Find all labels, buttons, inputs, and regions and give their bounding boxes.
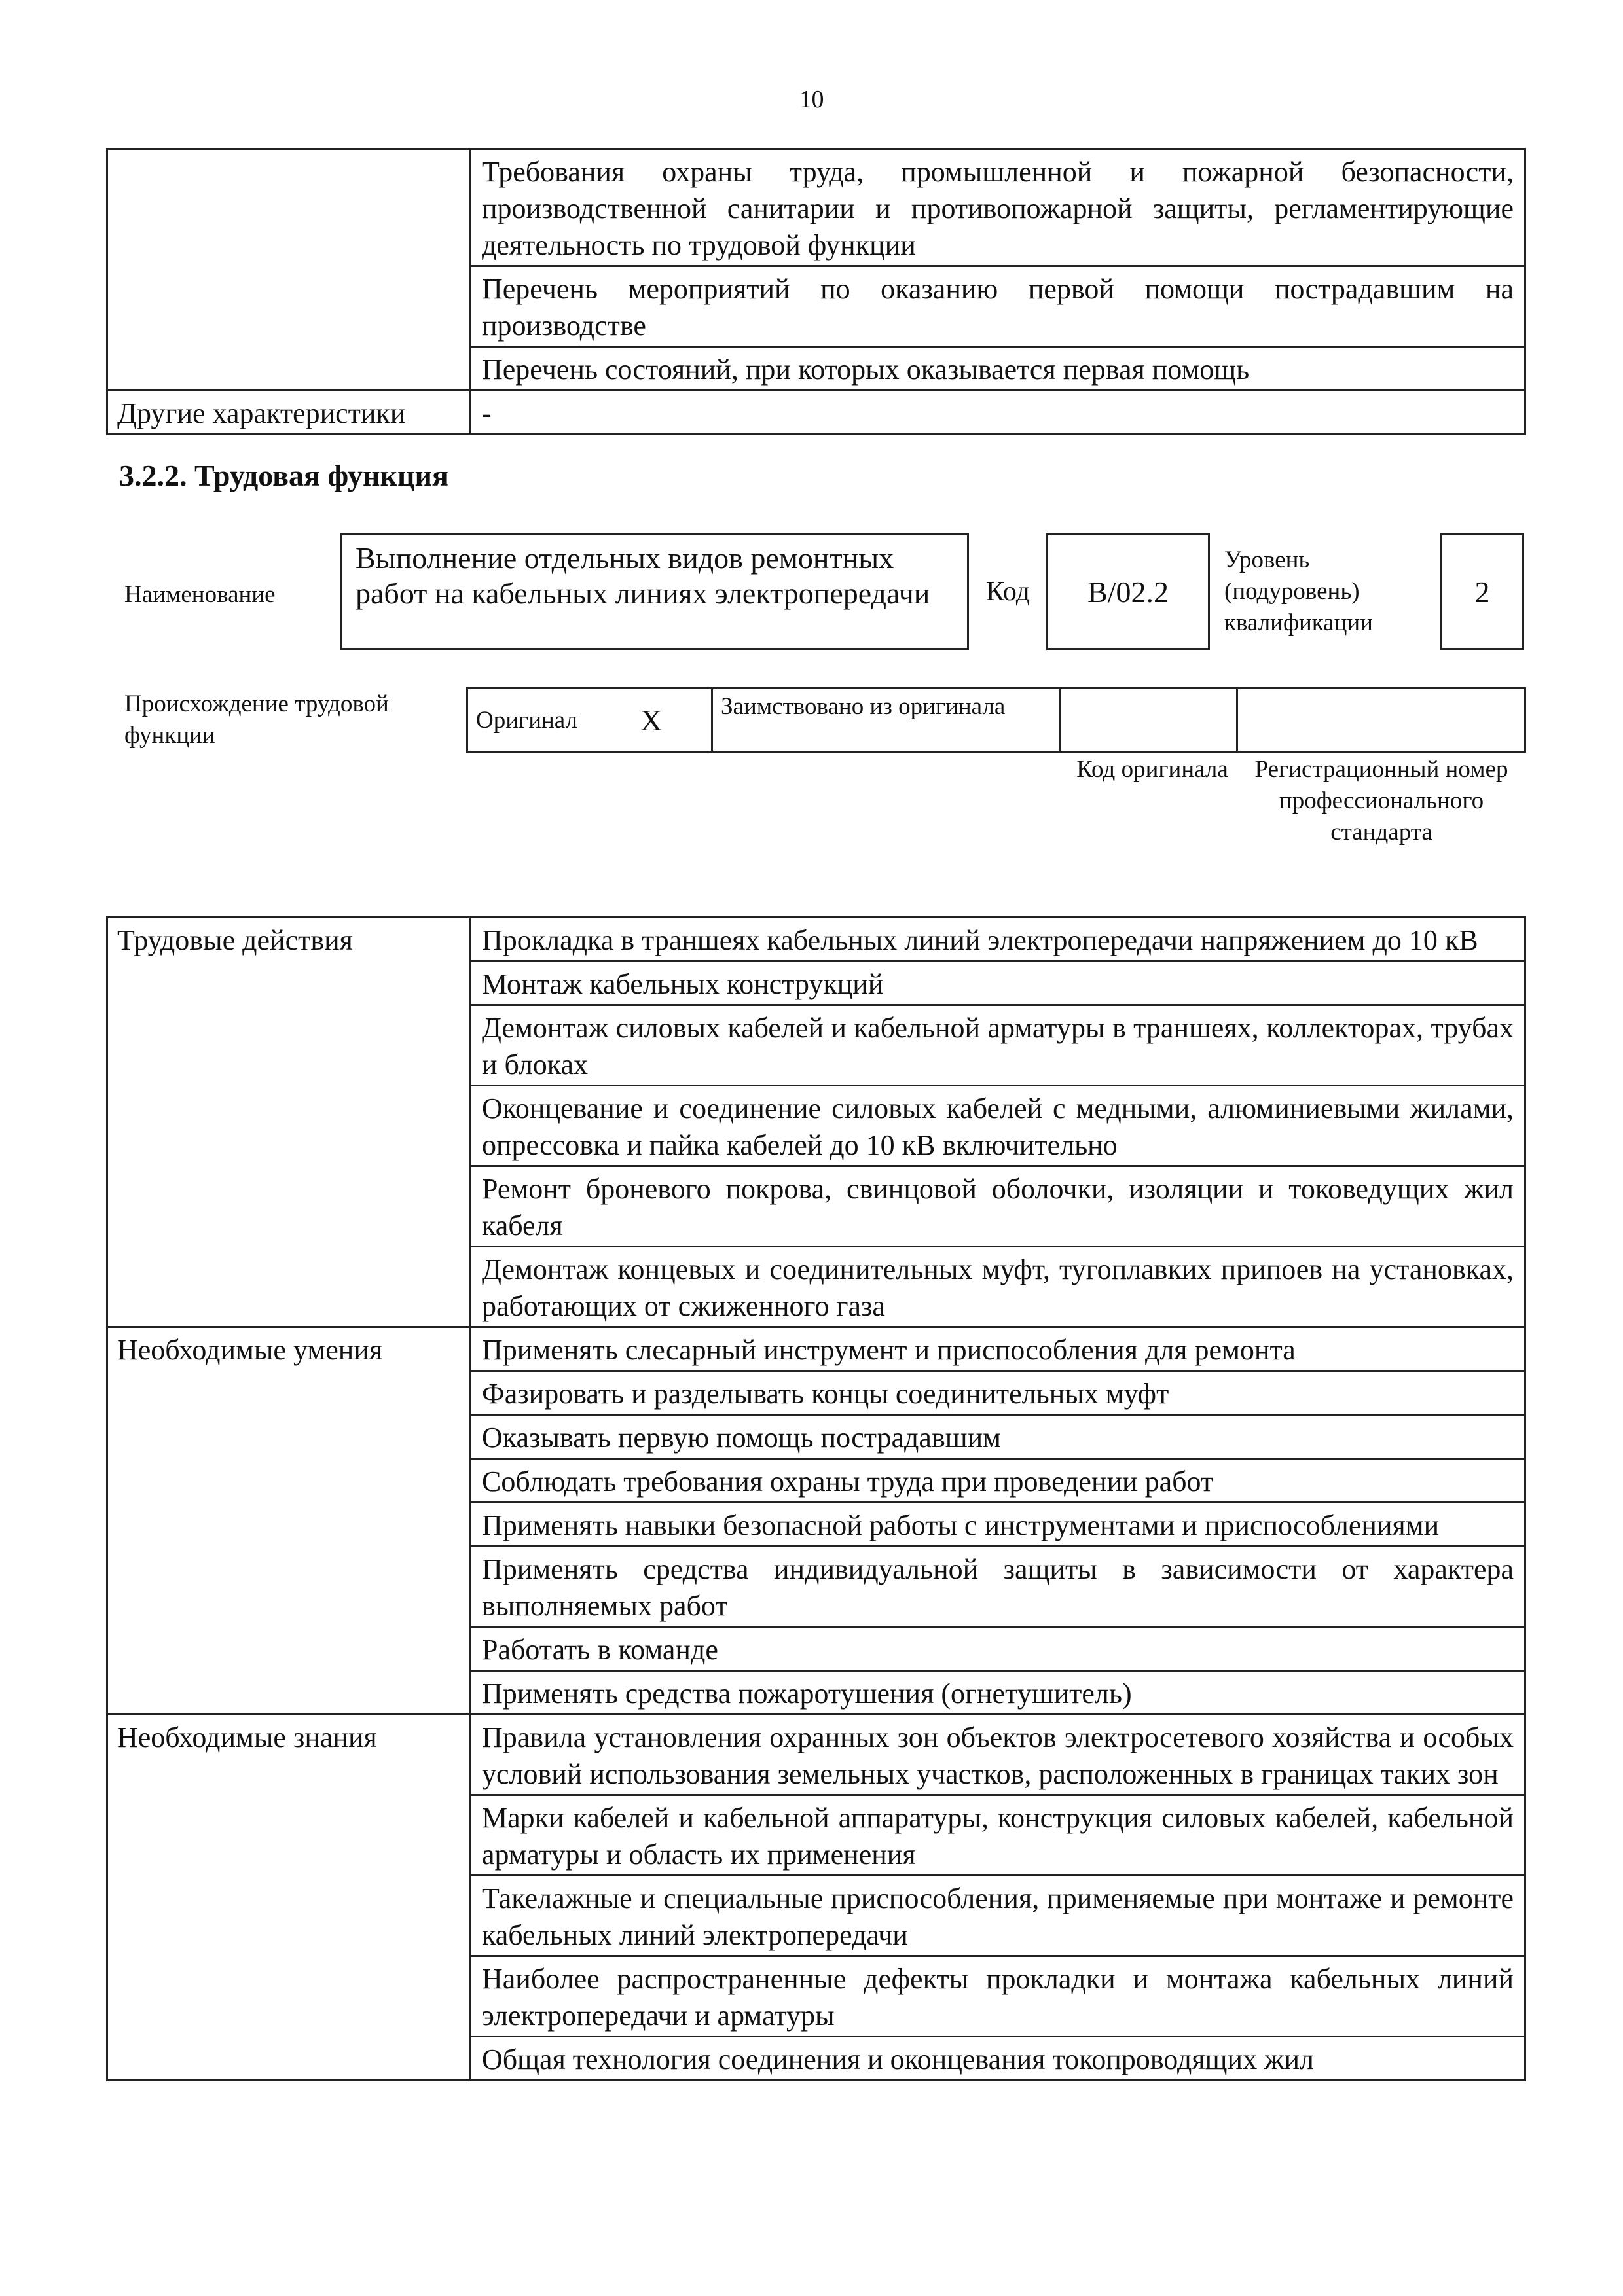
skills-group [107,1327,1525,1715]
labor-action-item: Прокладка в траншеях кабельных линий электропередачи напряжением до 10 кВ [471,918,1525,961]
original-mark: X [592,689,712,752]
table-row [107,1715,1525,1795]
skill-item: Применять средства индивидуальной защиты в зависимости от характера выполняемых работ [471,1547,1525,1627]
labor-action-item: Демонтаж концевых и соединительных муфт, тугоплавких припоев на установках, работающих от сжиженного газа [471,1247,1525,1327]
code-label: Код [986,577,1030,607]
level-box [1440,533,1524,650]
page-number: 10 [799,86,824,113]
table-row [107,391,1525,435]
labor-action-item: Ремонт броневого покрова, свинцовой оболочки, изоляции и токоведущих жил кабеля [471,1166,1525,1247]
table-row [107,918,1525,961]
empty-label-cell [107,149,471,391]
knowledge-label: Необходимые знания [107,1715,471,2081]
function-details-table [106,916,1526,2081]
table-row [467,689,1525,752]
skill-item: Применять навыки безопасной работы с инструментами и приспособлениями [471,1503,1525,1547]
skills-label: Необходимые умения [107,1327,471,1715]
skill-item: Оказывать первую помощь пострадавшим [471,1415,1525,1459]
original-code-cell [1061,689,1237,752]
skill-item: Применять слесарный инструмент и приспособления для ремонта [471,1327,1525,1371]
knowledge-item: Такелажные и специальные приспособления, применяемые при монтаже и ремонте кабельных линий электропередачи [471,1876,1525,1956]
borrowed-label: Заимствовано из оригинала [712,689,1061,752]
requirement-text: Перечень мероприятий по оказанию первой помощи пострадавшим на производстве [471,266,1525,347]
level-value: 2 [1474,575,1490,609]
knowledge-item: Правила установления охранных зон объектов электросетевого хозяйства и особых условий использования земельных участков, расположенных в границах таких зон [471,1715,1525,1795]
requirement-text: Требования охраны труда, промышленной и пожарной безопасности, производственной санитарии и противопожарной защиты, регламентирующие деятельность по трудовой функции [471,149,1525,266]
origin-label: Происхождение трудовой функции [124,691,389,749]
name-label: Наименование [124,581,276,608]
requirement-text: Перечень состояний, при которых оказывается первая помощь [471,347,1525,391]
knowledge-item: Марки кабелей и кабельной аппаратуры, конструкция силовых кабелей, кабельной арматуры и область их применения [471,1795,1525,1876]
labor-actions-group [107,918,1525,1327]
code-box [1046,533,1210,650]
labor-action-item: Оконцевание и соединение силовых кабелей с медными, алюминиевыми жилами, опрессовка и пайка кабелей до 10 кВ включительно [471,1086,1525,1166]
original-label: Оригинал [467,689,592,752]
labor-action-item: Демонтаж силовых кабелей и кабельной арматуры в траншеях, коллекторах, трубах и блоках [471,1005,1525,1086]
other-characteristics-label: Другие характеристики [107,391,471,435]
origin-table [466,687,1526,753]
level-label: Уровень (подуровень) квалификации [1224,547,1373,636]
code-original-caption: Код оригинала [1076,756,1228,783]
labor-action-item: Монтаж кабельных конструкций [471,961,1525,1005]
knowledge-item: Общая технология соединения и оконцевания токопроводящих жил [471,2037,1525,2081]
table-row [107,1327,1525,1371]
skill-item: Работать в команде [471,1627,1525,1671]
registration-number-caption: Регистрационный номер профессионального стандарта [1254,756,1508,846]
table-row [107,149,1525,266]
labor-actions-label: Трудовые действия [107,918,471,1327]
skill-item: Фазировать и разделывать концы соединительных муфт [471,1371,1525,1415]
registration-number-cell [1237,689,1525,752]
function-name-box [340,533,969,650]
skill-item: Соблюдать требования охраны труда при проведении работ [471,1459,1525,1503]
code-value: B/02.2 [1087,575,1169,609]
knowledge-group [107,1715,1525,2081]
function-name-value: Выполнение отдельных видов ремонтных работ на кабельных линиях электропередачи [356,541,930,610]
other-characteristics-value: - [471,391,1525,435]
skill-item: Применять средства пожаротушения (огнетушитель) [471,1671,1525,1715]
previous-function-table [106,148,1526,435]
knowledge-item: Наиболее распространенные дефекты прокладки и монтажа кабельных линий электропередачи и арматуры [471,1956,1525,2037]
section-heading: 3.2.2. Трудовая функция [119,459,448,492]
